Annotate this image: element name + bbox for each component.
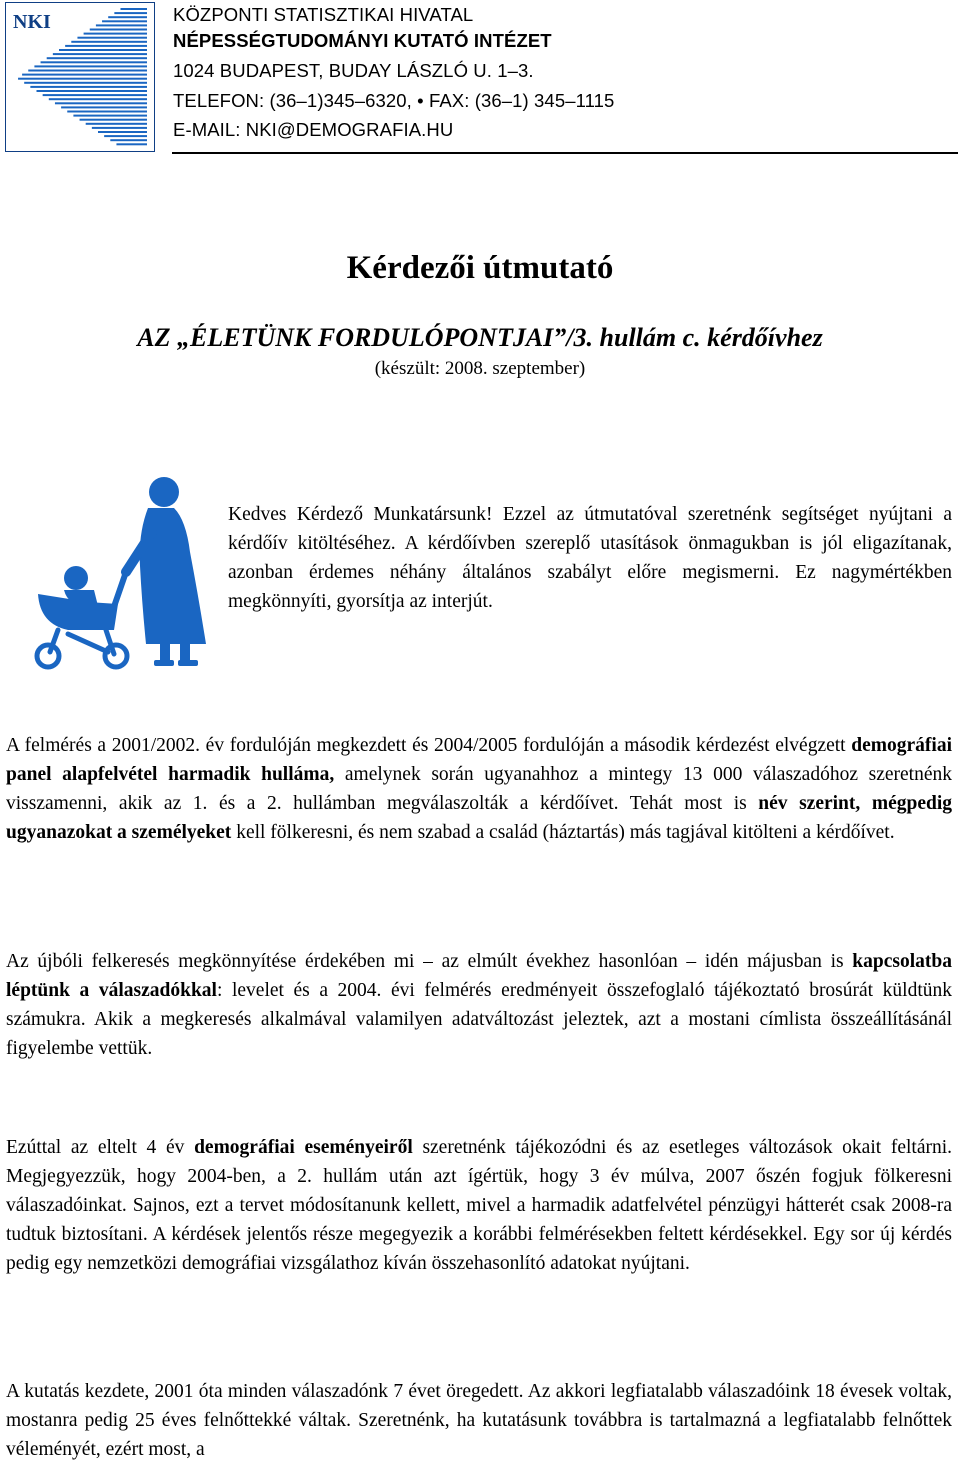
paragraph-events [6, 1133, 952, 1278]
p1-bold-2: név szerint, mégpedig ugyanazokat a személyeket [6, 793, 952, 843]
institute-name: NÉPESSÉGTUDOMÁNYI KUTATÓ INTÉZET [173, 30, 552, 51]
p3-text-2: szeretnénk tájékozódni és az esetleges változások okait feltárni. Megjegyezzük, hogy 2004-ben, a 2. hullám után azt ígértük, hogy 3 év múlva, 2007 őszén fogjuk fölkeresni válaszadóinkat. Sajnos, ezt a tervet módosítanunk kellett, mivel a harmadik adatfelvétel pénzügyi hátterét csak 2008-ra tudtuk biztosítani. A kérdések jelentős része megegyezik a korábbi felmérésekben feltett kérdésekkel. Egy sor új kérdés pedig egy nemzetközi demográfiai vizsgálathoz kíván összehasonlító adatokat nyújtani. [6, 1137, 953, 1274]
header-divider [172, 152, 958, 154]
creation-date: (készült: 2008. szeptember) [374, 358, 586, 379]
p2-text-1: Az újbóli felkeresés megkönnyítése érdekében mi – az elmúlt évekhez hasonlóan – idén májusban is [6, 951, 853, 972]
email-line: E-MAIL: NKI@DEMOGRAFIA.HU [173, 119, 454, 140]
phone-fax-line: TELEFON: (36–1)345–6320, • FAX: (36–1) 345–1115 [173, 90, 615, 111]
page-title: Kérdezői útmutató [346, 250, 614, 286]
institution-line: KÖZPONTI STATISZTIKAI HIVATAL [173, 4, 474, 25]
p1-text-1: A felmérés a 2001/2002. év fordulóján megkezdett és 2004/2005 fordulóján a második kérdezést elvégzett [6, 735, 852, 756]
woman-with-stroller-illustration [28, 474, 214, 670]
address-line: 1024 BUDAPEST, BUDAY LÁSZLÓ U. 1–3. [173, 60, 534, 81]
paragraph-survey-description [6, 731, 952, 847]
intro-paragraph: Kedves Kérdező Munkatársunk! Ezzel az útmutatóval szeretnénk segítséget nyújtani a kérdőív kitöltéséhez. A kérdőívben szereplő utasítások önmagukban is jól eligazítanak, azonban érdemes néhány általános szabályt előre megismerni. Ez nagymértékben megkönnyíti, gyorsítja az interjút. [228, 504, 952, 612]
p2-bold-1: kapcsolatba léptünk a válaszadókkal [6, 951, 952, 1001]
paragraph-research-start: A kutatás kezdete, 2001 óta minden válaszadónk 7 évet öregedett. Az akkori legfiatalabb válaszadóink 18 évesek voltak, mostanra pedig 25 éves felnőttekké váltak. Szeretnénk, ha kutatásunk továbbra is tartalmazná a legfiatalabb felnőttek véleményét, ezért most, a [6, 1381, 952, 1460]
nki-logo [5, 2, 155, 152]
p3-bold-1: demográfiai eseményeiről [194, 1137, 413, 1158]
p1-text-2: amelynek során ugyanahhoz a mintegy 13 000 válaszadóhoz szeretnénk visszamenni, akik az 1. és a 2. hullámban megválaszolták a kérdőívet. Tehát most is [6, 764, 953, 814]
page-subtitle: AZ „ÉLETÜNK FORDULÓPONTJAI”/3. hullám c. kérdőívhez [137, 323, 823, 352]
paragraph-contact [6, 947, 952, 1063]
p1-text-3: kell fölkeresni, és nem szabad a család (háztartás) más tagjával kitölteni a kérdőívet. [231, 822, 895, 843]
p3-text-1: Ezúttal az eltelt 4 év [6, 1137, 195, 1158]
logo-text: NKI [13, 11, 51, 33]
p2-text-2: : levelet és a 2004. évi felmérés eredményeit összefoglaló tájékoztató brosúrát küldtünk számukra. Akik a megkeresés alkalmával valamilyen adatváltozást jeleztek, azt a mostani címlista összeállításánál figyelembe vettük. [6, 980, 952, 1059]
p1-bold-1: demográfiai panel alapfelvétel harmadik hulláma, [6, 735, 952, 785]
